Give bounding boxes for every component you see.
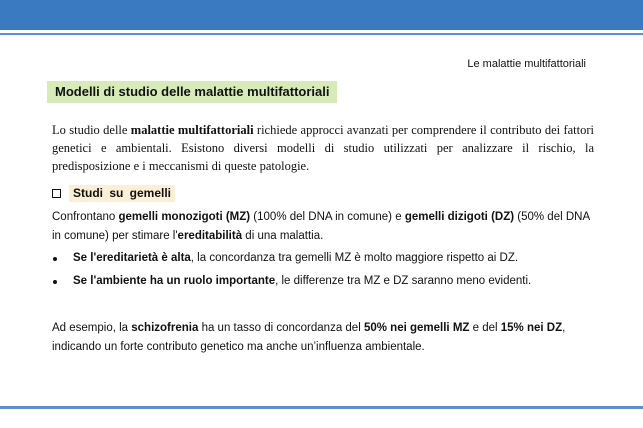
top-color-bar	[0, 0, 643, 30]
paragraph-bold: ereditabilità	[177, 230, 243, 242]
list-item	[52, 272, 597, 295]
header-title: Le malattie multifattoriali	[467, 58, 586, 70]
twins-paragraph	[52, 208, 597, 246]
bullet-icon	[53, 257, 57, 261]
section-title: Modelli di studio delle malattie multifattoriali	[47, 81, 337, 103]
top-divider	[0, 33, 643, 35]
paragraph-text: Ad esempio, la	[52, 322, 132, 334]
bottom-divider	[0, 406, 643, 409]
bullet-icon	[53, 280, 57, 284]
example-paragraph	[52, 319, 597, 357]
paragraph-bold: 50% nei gemelli MZ	[363, 322, 470, 334]
list-item-text: , le differenze tra MZ e DZ saranno meno evidenti.	[275, 275, 532, 287]
bullet-list	[52, 249, 597, 295]
paragraph-bold: gemelli dizigoti (DZ)	[404, 211, 515, 223]
paragraph-text: , indicando un forte contributo genetico ma anche un’influenza ambientale.	[52, 322, 566, 353]
paragraph-bold: 15% nei DZ	[500, 322, 563, 334]
list-item-bold: Se l'ereditarietà è alta	[73, 252, 191, 264]
list-item	[52, 249, 597, 272]
paragraph-bold: schizofrenia	[131, 322, 199, 334]
intro-bold: malattie multifattoriali	[130, 123, 254, 137]
paragraph-text: Confrontano	[52, 211, 119, 223]
intro-paragraph	[52, 121, 594, 175]
paragraph-text: di una malattia.	[242, 230, 324, 242]
paragraph-text: e del	[469, 322, 501, 334]
paragraph-text: (50% del DNA in comune) per stimare l'	[52, 211, 590, 242]
list-item-bold: Se l'ambiente ha un ruolo importante	[73, 275, 276, 287]
intro-text: Lo studio delle	[52, 123, 131, 137]
paragraph-bold: gemelli monozigoti (MZ)	[118, 211, 251, 223]
subsection-heading	[52, 185, 175, 202]
intro-text: richiede approcci avanzati per comprendere il contributo dei fattori genetici e ambientali. Esistono diversi modelli di studio utilizzati per analizzare il rischio, la predisposizione e i meccanismi di queste patologie.	[52, 123, 594, 173]
subsection-title: Studi su gemelli	[69, 185, 175, 202]
list-item-text: , la concordanza tra gemelli MZ è molto maggiore rispetto ai DZ.	[190, 252, 519, 264]
checkbox-icon	[52, 189, 61, 198]
paragraph-text: ha un tasso di concordanza del	[198, 322, 364, 334]
paragraph-text: (100% del DNA in comune) e	[250, 211, 405, 223]
